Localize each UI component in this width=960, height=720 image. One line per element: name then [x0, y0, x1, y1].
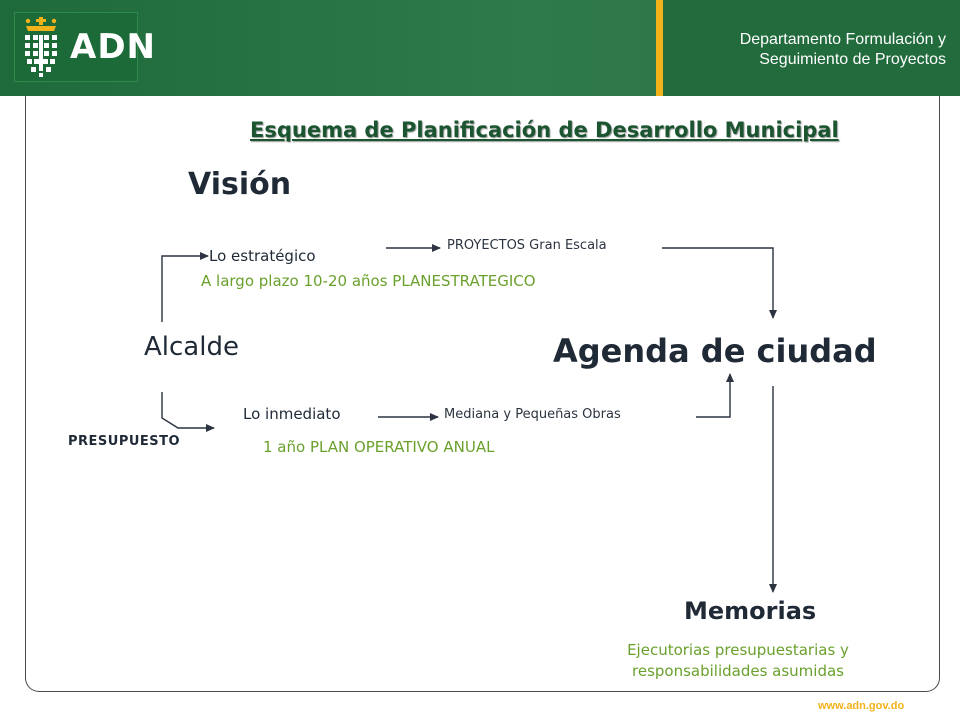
presupuesto-label: PRESUPUESTO	[68, 434, 181, 449]
arrow-alcalde-to-immediate	[162, 392, 214, 428]
immediate-label: Lo inmediato	[243, 405, 341, 423]
alcalde-node: Alcalde	[144, 332, 239, 362]
strategic-label: Lo estratégico	[209, 247, 316, 265]
agenda-node: Agenda de ciudad	[553, 332, 877, 370]
department-line-1: Departamento Formulación y	[739, 31, 946, 48]
diagram-title: Esquema de Planificación de Desarrollo Municipal	[250, 118, 839, 142]
memorias-node: Memorias	[684, 597, 817, 625]
memorias-desc-line-1: Ejecutorias presupuestarias y	[627, 641, 849, 659]
memorias-desc-line-2: responsabilidades asumidas	[632, 662, 844, 680]
works-label: Mediana y Pequeñas Obras	[444, 407, 621, 422]
arrow-projects-to-agenda	[662, 248, 773, 318]
footer-url[interactable]: www.adn.gov.do	[818, 700, 905, 712]
arrow-works-to-agenda	[696, 374, 730, 417]
department-line-2: Seguimiento de Proyectos	[759, 51, 946, 68]
immediate-detail: 1 año PLAN OPERATIVO ANUAL	[263, 438, 495, 456]
strategic-detail: A largo plazo 10-20 años PLANESTRATEGICO	[201, 272, 536, 290]
logo-text: ADN	[70, 27, 156, 67]
projects-label: PROYECTOS Gran Escala	[447, 238, 607, 253]
memorias-description	[588, 640, 888, 682]
vision-heading: Visión	[188, 167, 292, 202]
